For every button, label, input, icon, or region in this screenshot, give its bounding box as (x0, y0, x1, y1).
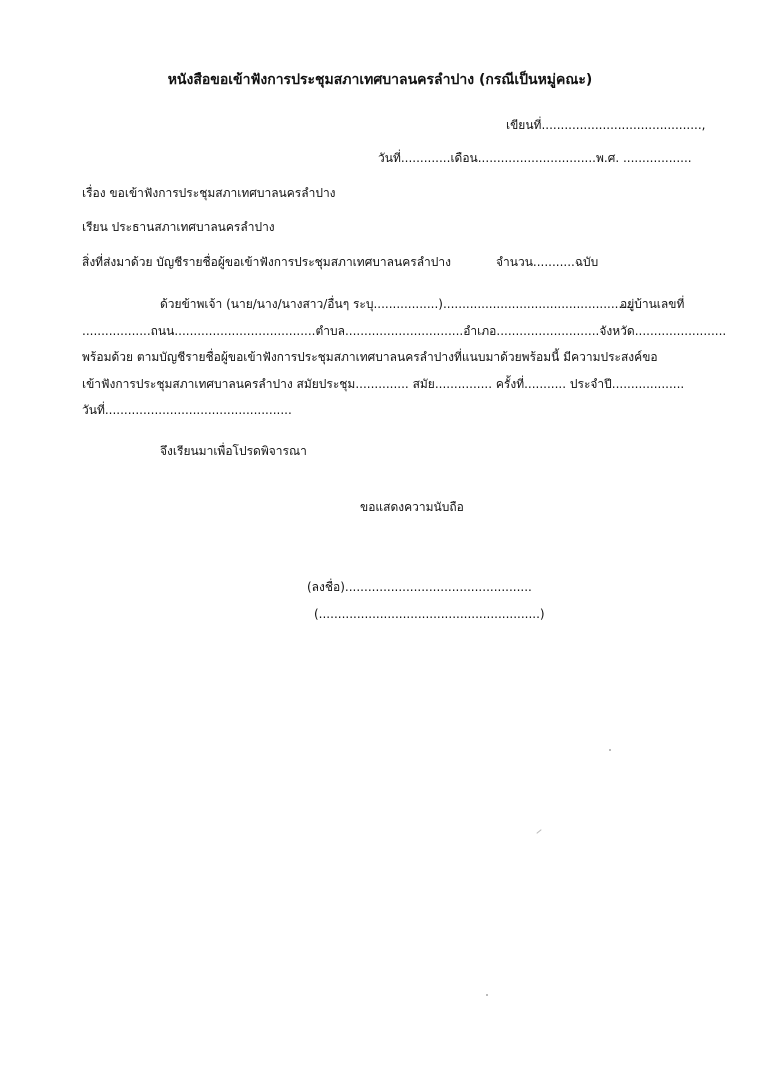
closing-line: จึงเรียนมาเพื่อโปรดพิจารณา (160, 444, 307, 458)
body-line-1: ด้วยข้าพเจ้า (นาย/นาง/นางสาว/อื่นๆ ระบุ.................).................................................. (160, 297, 634, 311)
subject-line: เรื่อง ขอเข้าฟังการประชุมสภาเทศบาลนครลำปาง (82, 186, 336, 200)
enclosure-count: จำนวน...........ฉบับ (496, 255, 599, 269)
scan-speck (486, 994, 488, 996)
signature-line: (ลงชื่อ)................................................. (307, 580, 532, 594)
document-title: หนังสือขอเข้าฟังการประชุมสภาเทศบาลนครลำปาง (กรณีเป็นหมู่คณะ) (167, 72, 593, 88)
body-line-4: เข้าฟังการประชุมสภาเทศบาลนครลำปาง สมัยประชุม.............. สมัย............... ครั้งที่........... ประจำปี................... (82, 377, 685, 391)
enclosure-line: สิ่งที่ส่งมาด้วย บัญชีรายชื่อผู้ขอเข้าฟังการประชุมสภาเทศบาลนครลำปาง (82, 255, 451, 269)
recipient-line: เรียน ประธานสภาเทศบาลนครลำปาง (82, 220, 275, 234)
regards-line: ขอแสดงความนับถือ (360, 500, 464, 514)
scan-speck (609, 749, 611, 751)
scan-speck (536, 829, 541, 834)
body-line-1-house-number: อยู่บ้านเลขที่ (620, 297, 685, 311)
body-line-5: วันที่................................................. (82, 403, 292, 417)
body-line-2: ..................ถนน.....................................ตำบล...............................อำเภอ...........................จังหวัด........................ (82, 324, 727, 338)
signature-name-line: (..........................................................) (314, 607, 545, 621)
body-line-3: พร้อมด้วย ตามบัญชีรายชื่อผู้ขอเข้าฟังการประชุมสภาเทศบาลนครลำปางที่แนบมาด้วยพร้อมนี้ มีความประสงค์ขอ (82, 350, 658, 364)
date-line: วันที่.............เดือน...............................พ.ศ. .................. (378, 151, 692, 165)
written-at-line: เขียนที่.........................................., (506, 118, 706, 132)
